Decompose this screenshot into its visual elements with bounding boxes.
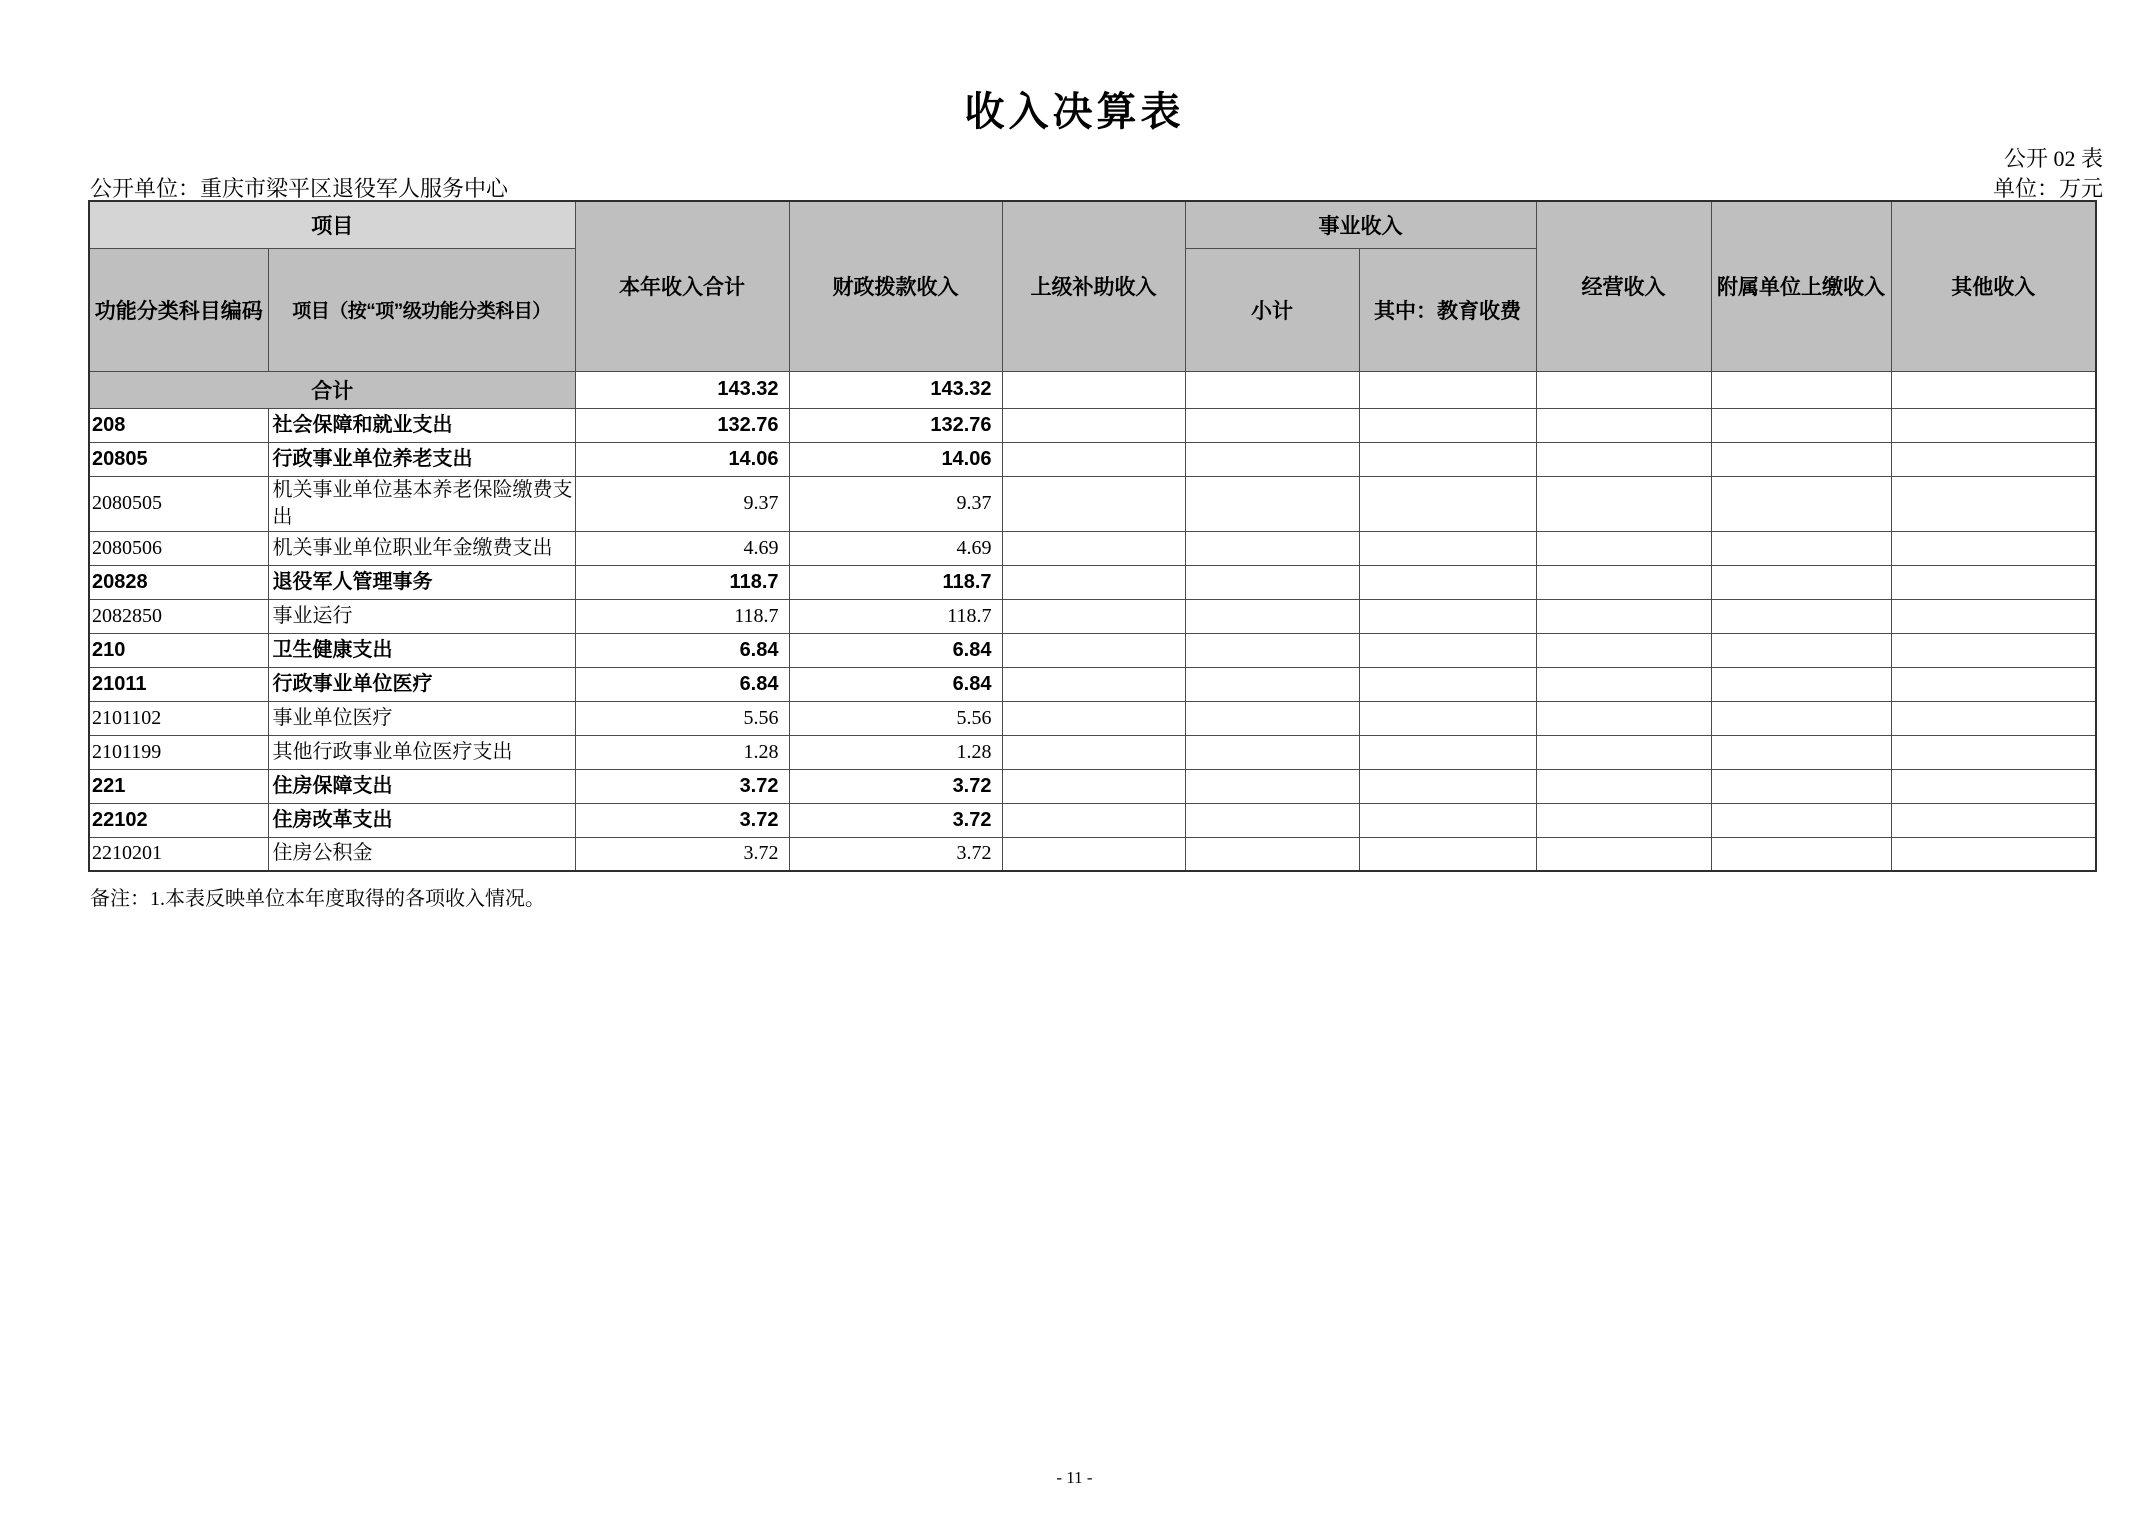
cell-code: 221 xyxy=(89,769,268,803)
cell-annual-total: 14.06 xyxy=(575,442,789,476)
cell-code: 2082850 xyxy=(89,599,268,633)
cell-operating-income xyxy=(1536,633,1711,667)
cell-education-fee xyxy=(1359,735,1536,769)
cell-other-income xyxy=(1891,667,2096,701)
cell-item: 机关事业单位职业年金缴费支出 xyxy=(268,531,575,565)
cell-education-fee xyxy=(1359,442,1536,476)
cell-other-income xyxy=(1891,735,2096,769)
cell-subtotal xyxy=(1185,667,1359,701)
cell-annual-total: 6.84 xyxy=(575,667,789,701)
cell-other-income xyxy=(1891,803,2096,837)
cell-superior-grant xyxy=(1002,701,1185,735)
header-col-fiscal-grant: 财政拨款收入 xyxy=(789,201,1002,371)
cell-fiscal-grant: 118.7 xyxy=(789,599,1002,633)
cell-other-income xyxy=(1891,408,2096,442)
cell-item: 社会保障和就业支出 xyxy=(268,408,575,442)
cell-other-income xyxy=(1891,769,2096,803)
cell-code: 20828 xyxy=(89,565,268,599)
total-operating-income xyxy=(1536,371,1711,408)
cell-annual-total: 4.69 xyxy=(575,531,789,565)
table-header xyxy=(89,201,2096,371)
total-annual-value: 143.32 xyxy=(575,371,789,408)
page-title: 收入决算表 xyxy=(964,90,1185,134)
cell-fiscal-grant: 3.72 xyxy=(789,837,1002,871)
total-superior-grant xyxy=(1002,371,1185,408)
cell-fiscal-grant: 3.72 xyxy=(789,769,1002,803)
unit-label: 单位：万元 xyxy=(1992,176,2103,201)
cell-code: 2101199 xyxy=(89,735,268,769)
cell-operating-income xyxy=(1536,531,1711,565)
cell-superior-grant xyxy=(1002,837,1185,871)
cell-item: 其他行政事业单位医疗支出 xyxy=(268,735,575,769)
cell-subtotal xyxy=(1185,408,1359,442)
cell-operating-income xyxy=(1536,408,1711,442)
cell-operating-income xyxy=(1536,476,1711,531)
cell-superior-grant xyxy=(1002,476,1185,531)
cell-affiliated-income xyxy=(1711,701,1891,735)
cell-superior-grant xyxy=(1002,803,1185,837)
cell-annual-total: 6.84 xyxy=(575,633,789,667)
cell-fiscal-grant: 5.56 xyxy=(789,701,1002,735)
cell-other-income xyxy=(1891,837,2096,871)
income-statement-table xyxy=(88,200,2097,872)
cell-subtotal xyxy=(1185,565,1359,599)
cell-fiscal-grant: 118.7 xyxy=(789,565,1002,599)
header-col-superior-grant: 上级补助收入 xyxy=(1002,201,1185,371)
total-other-income xyxy=(1891,371,2096,408)
header-group-business-income: 事业收入 xyxy=(1185,201,1536,248)
table-number-label: 公开 02 表 xyxy=(2003,146,2103,171)
header-col-code: 功能分类科目编码 xyxy=(89,248,268,371)
total-education-fee xyxy=(1359,371,1536,408)
cell-operating-income xyxy=(1536,803,1711,837)
cell-other-income xyxy=(1891,531,2096,565)
cell-superior-grant xyxy=(1002,565,1185,599)
cell-code: 22102 xyxy=(89,803,268,837)
cell-code: 2080505 xyxy=(89,476,268,531)
cell-education-fee xyxy=(1359,667,1536,701)
header-col-subtotal: 小计 xyxy=(1185,248,1359,371)
cell-fiscal-grant: 14.06 xyxy=(789,442,1002,476)
cell-subtotal xyxy=(1185,633,1359,667)
cell-education-fee xyxy=(1359,476,1536,531)
cell-superior-grant xyxy=(1002,531,1185,565)
cell-education-fee xyxy=(1359,837,1536,871)
cell-operating-income xyxy=(1536,837,1711,871)
cell-superior-grant xyxy=(1002,633,1185,667)
cell-code: 210 xyxy=(89,633,268,667)
cell-fiscal-grant: 1.28 xyxy=(789,735,1002,769)
publisher-label: 公开单位：重庆市梁平区退役军人服务中心 xyxy=(90,176,509,201)
cell-affiliated-income xyxy=(1711,667,1891,701)
cell-item: 住房公积金 xyxy=(268,837,575,871)
page-number: - 11 - xyxy=(1056,1468,1093,1487)
cell-affiliated-income xyxy=(1711,803,1891,837)
cell-item: 行政事业单位养老支出 xyxy=(268,442,575,476)
cell-code: 21011 xyxy=(89,667,268,701)
table-row xyxy=(89,599,2096,633)
cell-superior-grant xyxy=(1002,599,1185,633)
cell-code: 2210201 xyxy=(89,837,268,871)
cell-fiscal-grant: 132.76 xyxy=(789,408,1002,442)
cell-operating-income xyxy=(1536,442,1711,476)
table-row xyxy=(89,442,2096,476)
cell-operating-income xyxy=(1536,565,1711,599)
cell-other-income xyxy=(1891,442,2096,476)
total-subtotal xyxy=(1185,371,1359,408)
cell-fiscal-grant: 6.84 xyxy=(789,633,1002,667)
cell-subtotal xyxy=(1185,735,1359,769)
cell-affiliated-income xyxy=(1711,476,1891,531)
cell-annual-total: 118.7 xyxy=(575,599,789,633)
cell-item: 住房保障支出 xyxy=(268,769,575,803)
table-row xyxy=(89,735,2096,769)
cell-other-income xyxy=(1891,701,2096,735)
cell-fiscal-grant: 9.37 xyxy=(789,476,1002,531)
cell-superior-grant xyxy=(1002,667,1185,701)
cell-subtotal xyxy=(1185,599,1359,633)
cell-subtotal xyxy=(1185,442,1359,476)
cell-item: 机关事业单位基本养老保险缴费支出 xyxy=(268,476,575,531)
cell-affiliated-income xyxy=(1711,633,1891,667)
cell-affiliated-income xyxy=(1711,837,1891,871)
cell-operating-income xyxy=(1536,735,1711,769)
header-col-item: 项目（按“项”级功能分类科目） xyxy=(268,248,575,371)
cell-subtotal xyxy=(1185,701,1359,735)
cell-code: 2101102 xyxy=(89,701,268,735)
cell-other-income xyxy=(1891,565,2096,599)
cell-subtotal xyxy=(1185,803,1359,837)
header-col-affiliated-income: 附属单位上缴收入 xyxy=(1711,201,1891,371)
cell-superior-grant xyxy=(1002,408,1185,442)
cell-code: 2080506 xyxy=(89,531,268,565)
cell-other-income xyxy=(1891,476,2096,531)
cell-affiliated-income xyxy=(1711,599,1891,633)
cell-annual-total: 3.72 xyxy=(575,803,789,837)
cell-education-fee xyxy=(1359,701,1536,735)
cell-operating-income xyxy=(1536,667,1711,701)
cell-education-fee xyxy=(1359,599,1536,633)
cell-annual-total: 1.28 xyxy=(575,735,789,769)
table-row xyxy=(89,667,2096,701)
total-row xyxy=(89,371,2096,408)
table-row xyxy=(89,837,2096,871)
table-row xyxy=(89,408,2096,442)
total-label: 合计 xyxy=(89,371,575,408)
cell-education-fee xyxy=(1359,769,1536,803)
cell-superior-grant xyxy=(1002,735,1185,769)
cell-subtotal xyxy=(1185,476,1359,531)
header-col-annual-total: 本年收入合计 xyxy=(575,201,789,371)
cell-education-fee xyxy=(1359,565,1536,599)
cell-education-fee xyxy=(1359,633,1536,667)
cell-operating-income xyxy=(1536,769,1711,803)
cell-operating-income xyxy=(1536,701,1711,735)
cell-item: 行政事业单位医疗 xyxy=(268,667,575,701)
table-row xyxy=(89,476,2096,531)
table-row xyxy=(89,701,2096,735)
cell-item: 退役军人管理事务 xyxy=(268,565,575,599)
table-row xyxy=(89,531,2096,565)
cell-superior-grant xyxy=(1002,769,1185,803)
cell-annual-total: 5.56 xyxy=(575,701,789,735)
cell-item: 事业运行 xyxy=(268,599,575,633)
cell-annual-total: 132.76 xyxy=(575,408,789,442)
table-body xyxy=(89,371,2096,871)
header-col-education-fee: 其中：教育收费 xyxy=(1359,248,1536,371)
header-col-other-income: 其他收入 xyxy=(1891,201,2096,371)
cell-annual-total: 3.72 xyxy=(575,837,789,871)
cell-affiliated-income xyxy=(1711,408,1891,442)
table-row xyxy=(89,769,2096,803)
table-row xyxy=(89,633,2096,667)
cell-annual-total: 3.72 xyxy=(575,769,789,803)
cell-education-fee xyxy=(1359,408,1536,442)
table-row xyxy=(89,803,2096,837)
cell-affiliated-income xyxy=(1711,565,1891,599)
header-group-item: 项目 xyxy=(89,201,575,248)
cell-fiscal-grant: 3.72 xyxy=(789,803,1002,837)
cell-education-fee xyxy=(1359,531,1536,565)
cell-fiscal-grant: 6.84 xyxy=(789,667,1002,701)
cell-item: 事业单位医疗 xyxy=(268,701,575,735)
cell-item: 住房改革支出 xyxy=(268,803,575,837)
cell-affiliated-income xyxy=(1711,769,1891,803)
cell-code: 20805 xyxy=(89,442,268,476)
cell-code: 208 xyxy=(89,408,268,442)
cell-education-fee xyxy=(1359,803,1536,837)
cell-fiscal-grant: 4.69 xyxy=(789,531,1002,565)
header-col-operating-income: 经营收入 xyxy=(1536,201,1711,371)
cell-affiliated-income xyxy=(1711,735,1891,769)
cell-annual-total: 9.37 xyxy=(575,476,789,531)
cell-item: 卫生健康支出 xyxy=(268,633,575,667)
cell-subtotal xyxy=(1185,531,1359,565)
cell-subtotal xyxy=(1185,769,1359,803)
note-label: 备注：1.本表反映单位本年度取得的各项收入情况。 xyxy=(90,888,545,910)
cell-subtotal xyxy=(1185,837,1359,871)
cell-other-income xyxy=(1891,599,2096,633)
cell-annual-total: 118.7 xyxy=(575,565,789,599)
cell-superior-grant xyxy=(1002,442,1185,476)
cell-operating-income xyxy=(1536,599,1711,633)
cell-affiliated-income xyxy=(1711,442,1891,476)
total-fiscal-value: 143.32 xyxy=(789,371,1002,408)
table-row xyxy=(89,565,2096,599)
cell-other-income xyxy=(1891,633,2096,667)
total-affiliated-income xyxy=(1711,371,1891,408)
cell-affiliated-income xyxy=(1711,531,1891,565)
